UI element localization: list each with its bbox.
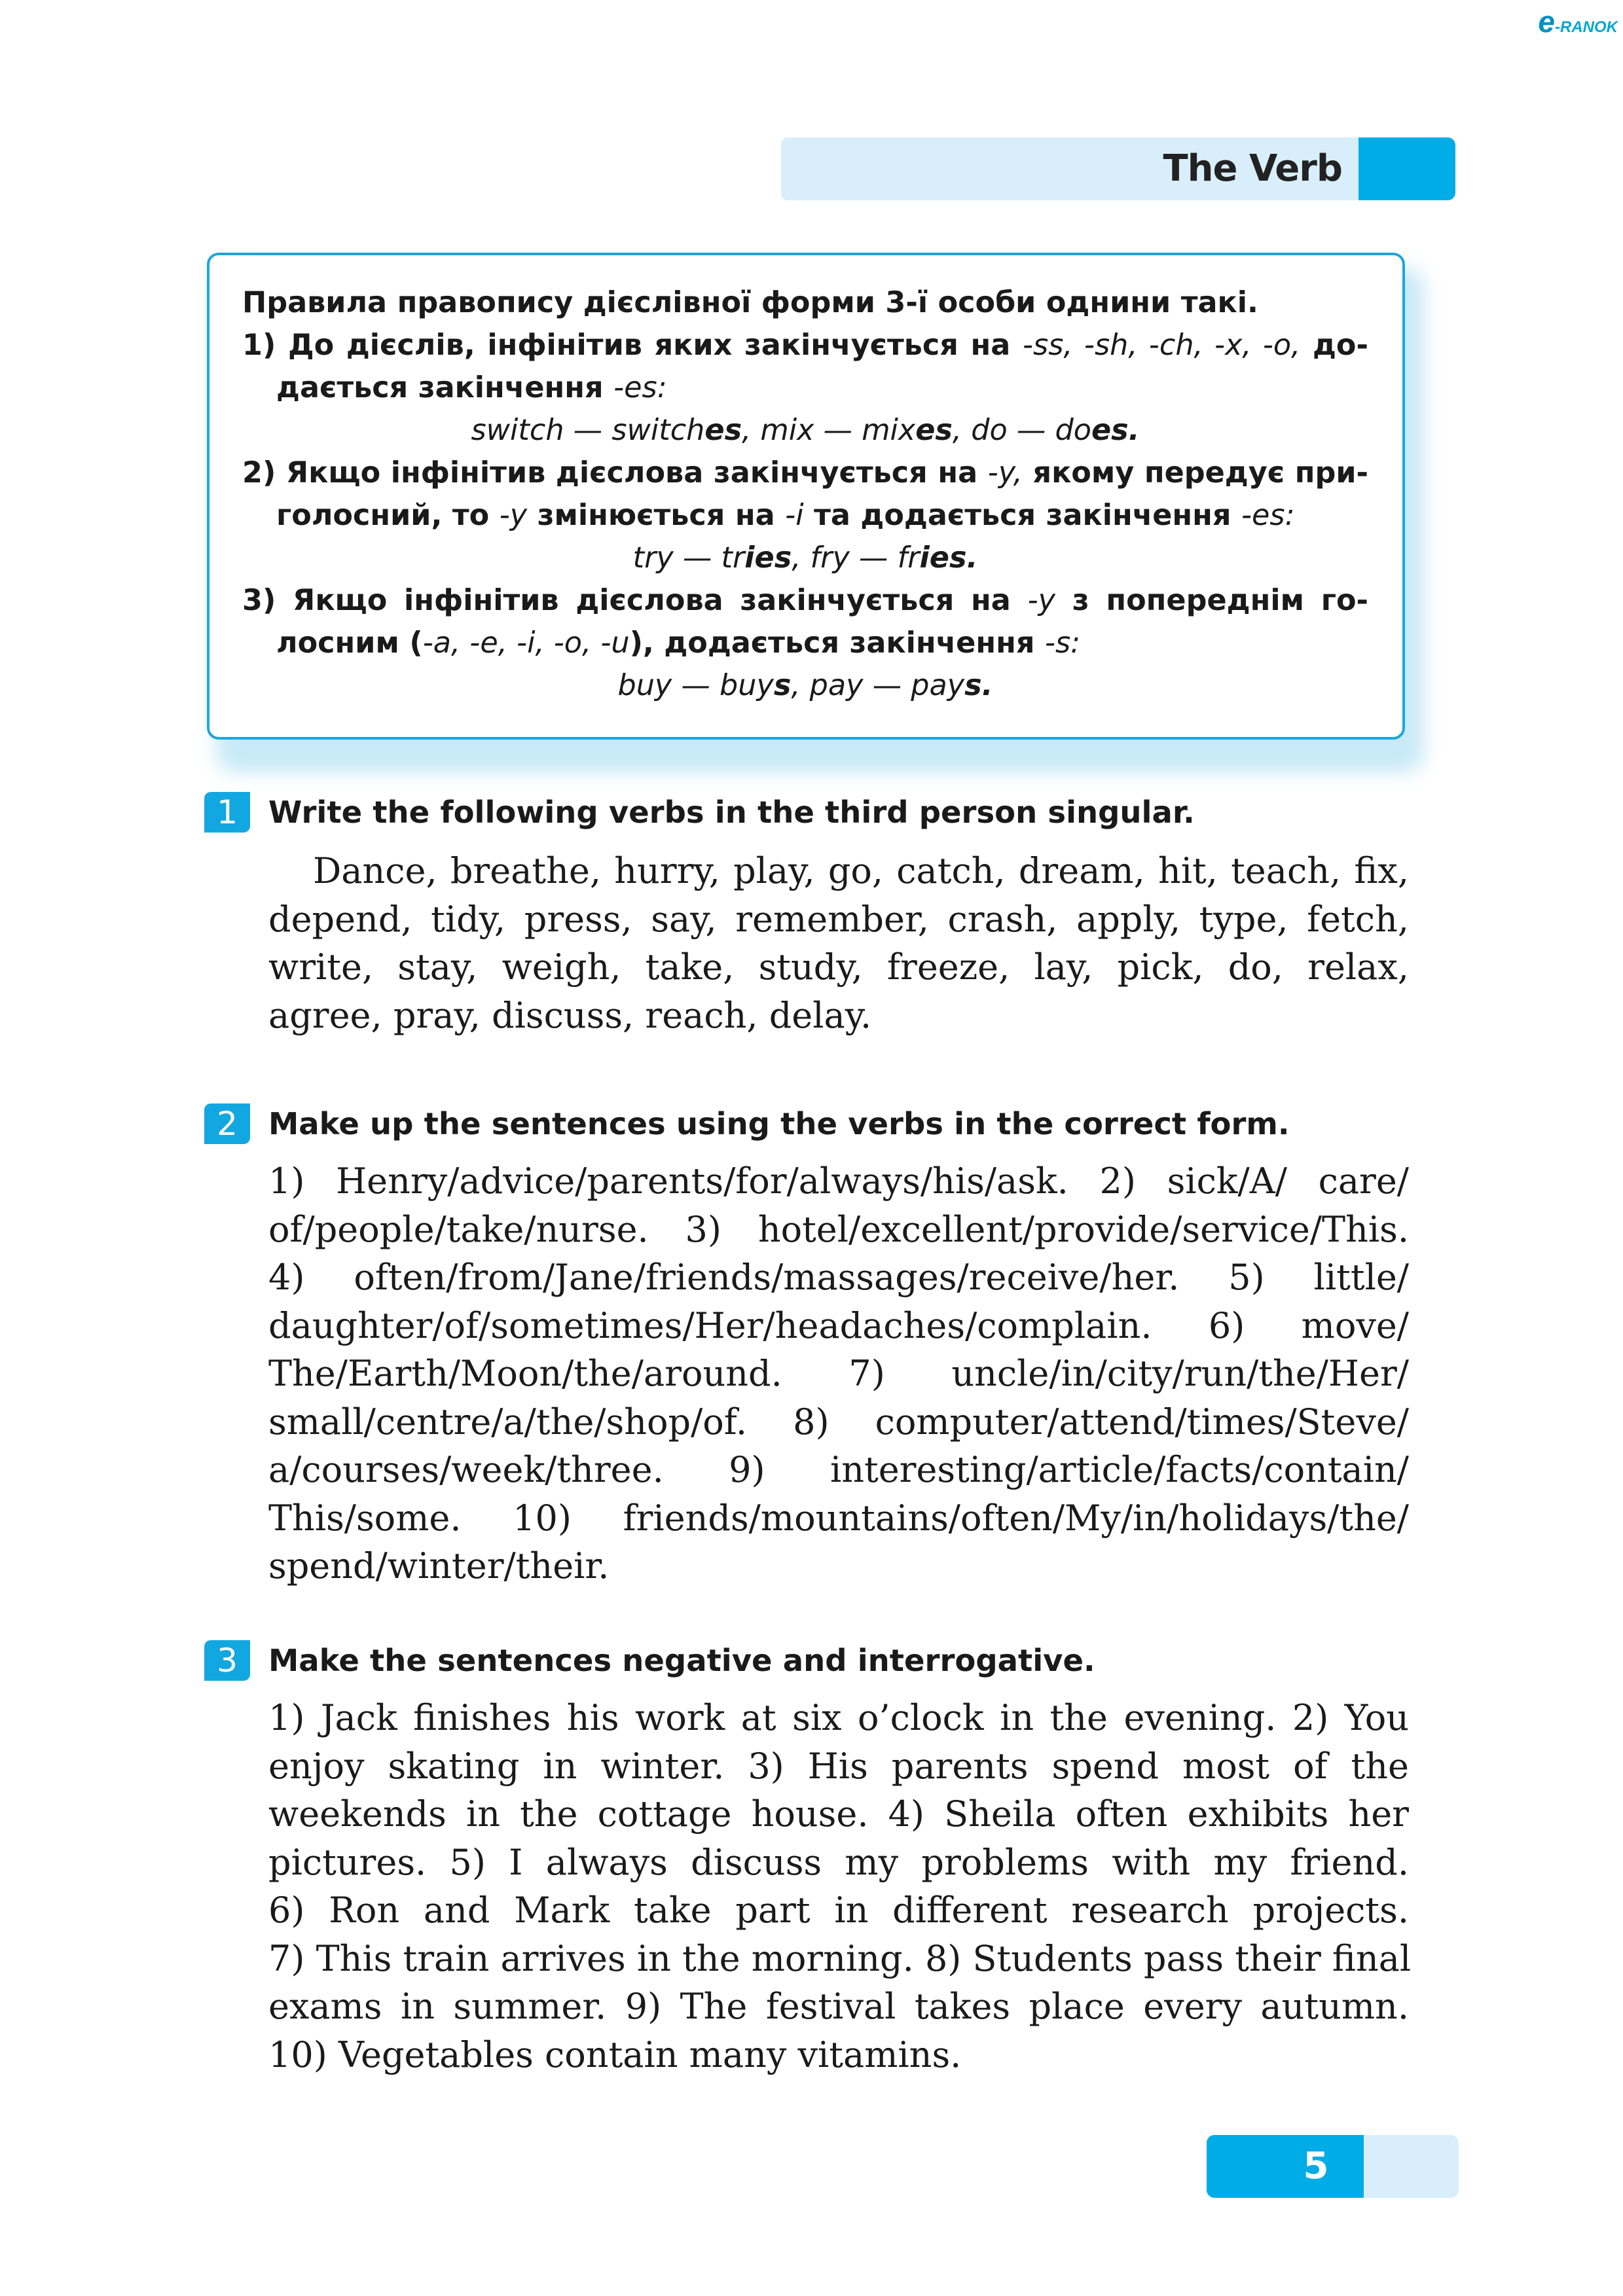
exercise-line: 7) This train arrives in the morning. 8) Students pass their final [268, 1937, 1412, 1979]
header-accent [1359, 137, 1455, 200]
exercise-line: exams in summer. 9) The festival takes place every autumn. [268, 1986, 1409, 2027]
exercise-line: daughter/of/sometimes/Her/headaches/complain. 6) move/ [268, 1304, 1409, 1346]
exercise-title: Make up the sentences using the verbs in the correct form. [268, 1106, 1290, 1141]
exercise-line: The/Earth/Moon/the/around. 7) uncle/in/city/run/the/Her/ [268, 1353, 1409, 1394]
rule-3-examples: buy — buys, pay — pays. [617, 669, 993, 702]
exercise-number-badge: 3 [204, 1640, 250, 1681]
exercise-line: enjoy skating in winter. 3) His parents spend most of the [268, 1745, 1409, 1787]
exercise-line: agree, pray, discuss, reach, delay. [268, 994, 872, 1036]
exercise-title: Make the sentences negative and interrogative. [268, 1643, 1095, 1678]
exercise-title: Write the following verbs in the third person singular. [268, 795, 1195, 830]
exercise-line: 4) often/from/Jane/friends/massages/receive/her. 5) little/ [268, 1257, 1409, 1298]
exercise-3-body [268, 1694, 1412, 2079]
exercise-line: weekends in the cottage house. 4) Sheila often exhibits her [268, 1793, 1409, 1835]
page-number: 5 [1303, 2145, 1329, 2187]
rule-2-line-1: 2) Якщо інфінітив дієслова закінчується на -y, якому передує при- [242, 456, 1368, 490]
exercise-line: This/some. 10) friends/mountains/often/My/in/holidays/the/ [268, 1497, 1409, 1539]
rule-1-examples: switch — switches, mix — mixes, do — does. [471, 414, 1140, 447]
exercise-line: Dance, breathe, hurry, play, go, catch, dream, hit, teach, fix, [313, 850, 1409, 891]
rule-2-examples: try — tries, fry — fries. [632, 541, 978, 575]
exercise-line: of/people/take/nurse. 3) hotel/excellent/provide/service/This. [268, 1208, 1409, 1250]
rule-1-line-2: дається закінчення -es: [276, 371, 667, 404]
exercise-line: a/courses/week/three. 9) interesting/article/facts/contain/ [268, 1449, 1409, 1490]
rule-3-line-1: 3) Якщо інфінітив дієслова закінчується на -y з попереднім го- [242, 584, 1369, 617]
exercise-line: small/centre/a/the/shop/of. 8) computer/attend/times/Steve/ [268, 1401, 1409, 1443]
rule-text [242, 281, 1368, 707]
exercise-line: spend/winter/their. [268, 1545, 610, 1587]
exercise-1-body [268, 847, 1409, 1039]
exercise-number-badge: 1 [204, 792, 250, 833]
exercise-line: 1) Jack finishes his work at six o’clock in the evening. 2) You [268, 1697, 1409, 1738]
page-title: The Verb [1163, 147, 1342, 190]
exercise-2-body [268, 1157, 1409, 1590]
exercise-line: 6) Ron and Mark take part in different research projects. [268, 1890, 1409, 1931]
exercise-line: 10) Vegetables contain many vitamins. [268, 2034, 962, 2075]
rule-1-line-1: 1) До дієслів, інфінітив яких закінчується на -ss, -sh, -ch, -x, -o, до- [242, 329, 1368, 362]
exercise-number-badge: 2 [204, 1103, 250, 1144]
rule-2-line-2: голосний, то -y змінюється на -i та додається закінчення -es: [276, 499, 1295, 532]
exercise-line: write, stay, weigh, take, study, freeze, lay, pick, do, relax, [268, 946, 1409, 988]
rule-3-line-2: лосним (-a, -e, -i, -o, -u), додається закінчення -s: [276, 626, 1081, 660]
header-bar [781, 137, 1455, 200]
page-number-accent [1207, 2135, 1364, 2198]
exercise-line: pictures. 5) I always discuss my problems with my friend. [268, 1841, 1409, 1883]
rule-intro: Правила правопису дієслівної форми 3-ї особи однини такі. [242, 286, 1258, 319]
exercise-line: depend, tidy, press, say, remember, crash, apply, type, fetch, [268, 898, 1409, 940]
exercise-line: 1) Henry/advice/parents/for/always/his/ask. 2) sick/A/ care/ [268, 1160, 1409, 1202]
publisher-logo: e-RANOK [1538, 5, 1618, 39]
